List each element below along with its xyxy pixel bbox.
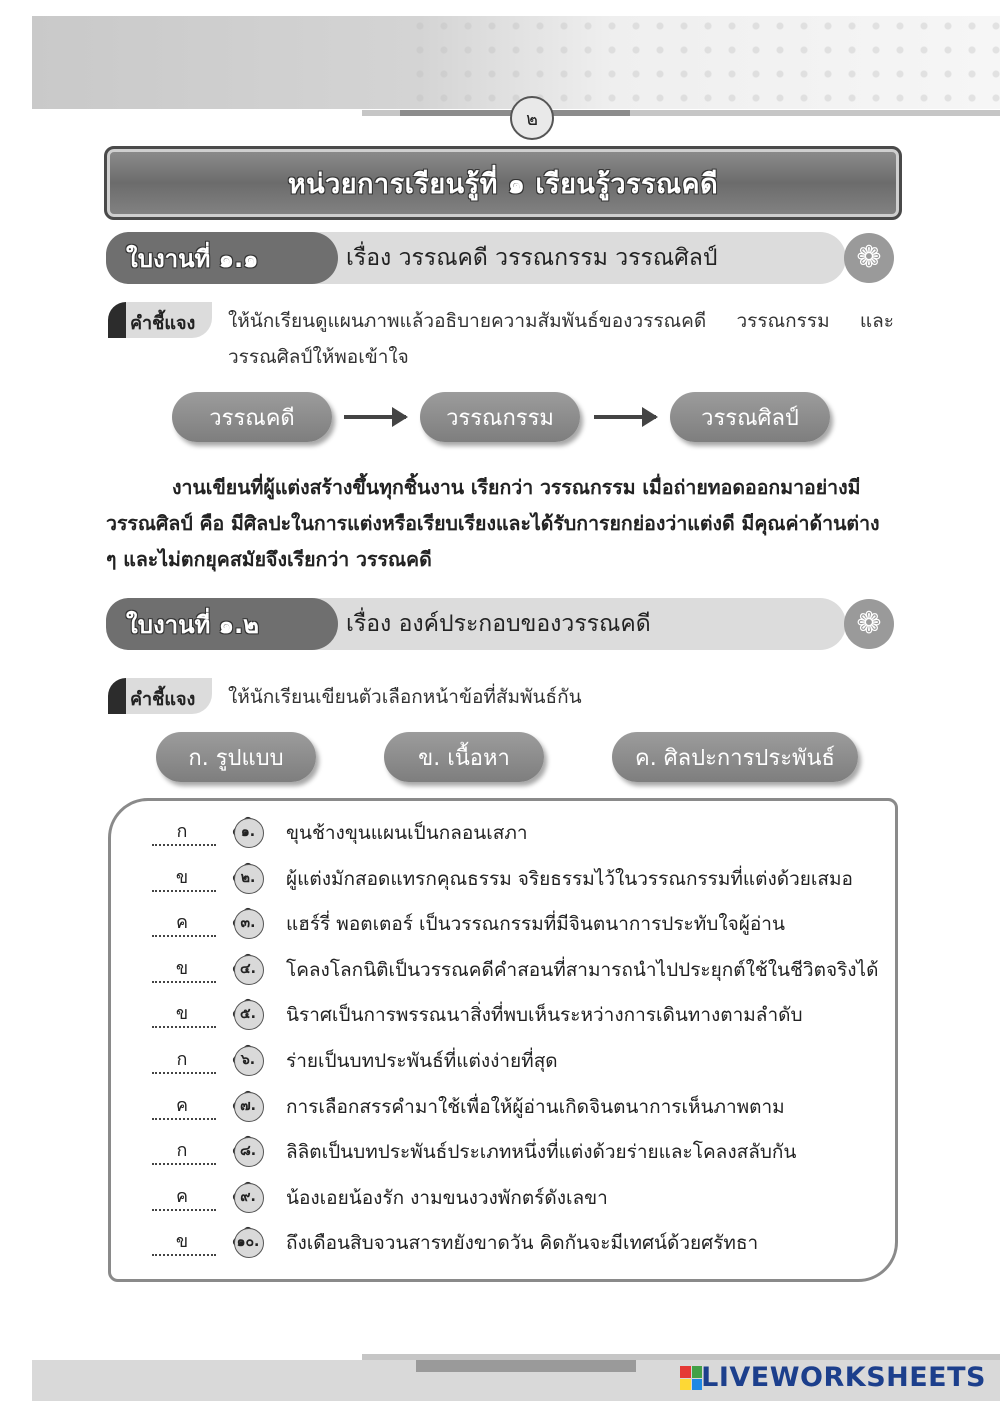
explanation-paragraph-text: งานเขียนที่ผู้แต่งสร้างขึ้นทุกชิ้นงาน เรียกว่า วรรณกรรม เมื่อถ่ายทอดออกมาอย่างมีวรรณศิลป์ คือ มีศิลปะในการแต่งหรือเรียบเรียงและได้รับการยกย่องว่าแต่งดี มีคุณค่าด้านต่าง ๆ และไม่ตกยุคสมัยจึงเรียกว่า วรรณคดี bbox=[106, 476, 880, 571]
answer-value: ค bbox=[175, 912, 189, 934]
header-pattern bbox=[410, 16, 1000, 109]
worksheet-1-banner bbox=[106, 232, 894, 284]
item-number-badge bbox=[228, 1042, 268, 1078]
flow-node-literature: วรรณกรรม bbox=[420, 392, 580, 442]
unit-title: หน่วยการเรียนรู้ที่ ๑ เรียนรู้วรรณคดี bbox=[287, 168, 719, 200]
instruction-tag-2-text: คำชี้แจง bbox=[130, 689, 196, 710]
matching-item bbox=[152, 1040, 892, 1080]
matching-item bbox=[152, 949, 892, 989]
explanation-paragraph bbox=[106, 470, 894, 578]
flow-arrow-1 bbox=[344, 415, 406, 419]
item-statement: แฮร์รี่ พอตเตอร์ เป็นวรรณกรรมที่มีจินตนาการประทับใจผู้อ่าน bbox=[286, 913, 785, 936]
answer-value: ค bbox=[175, 1094, 189, 1116]
item-number: ๖. bbox=[240, 1052, 256, 1068]
answer-value: ข bbox=[175, 1231, 189, 1253]
answer-value: ข bbox=[175, 957, 189, 979]
answer-value: ค bbox=[175, 1185, 189, 1207]
worksheet-2-banner bbox=[106, 598, 894, 650]
item-number: ๗. bbox=[240, 1097, 256, 1114]
thai-ornament-icon: ❁ bbox=[844, 599, 894, 649]
worksheet-2-label-bg bbox=[106, 598, 338, 650]
item-number-badge bbox=[228, 1224, 268, 1260]
instruction-tag-1 bbox=[108, 302, 212, 338]
item-number-badge bbox=[228, 905, 268, 941]
answer-value: ข bbox=[175, 866, 189, 888]
answer-value: ข bbox=[175, 1003, 189, 1025]
worksheet-2-subject: เรื่อง องค์ประกอบของวรรณคดี bbox=[346, 611, 651, 637]
answer-value: ก bbox=[176, 1140, 188, 1162]
item-statement: น้องเอยน้องรัก งามขนงวงพักตร์ดังเลขา bbox=[286, 1186, 608, 1209]
item-number: ๙. bbox=[240, 1188, 256, 1205]
footer-accent bbox=[416, 1360, 636, 1372]
item-number-badge bbox=[228, 996, 268, 1032]
worksheet-2-label: ใบงานที่ ๑.๒ bbox=[126, 610, 259, 639]
page-number bbox=[510, 96, 554, 140]
instruction-tag-1-text: คำชี้แจง bbox=[130, 313, 196, 334]
item-statement: ถึงเดือนสิบจวนสารทยังขาดวัน คิดกันจะมีเทศน์ด้วยศรัทธา bbox=[286, 1232, 759, 1255]
item-number-badge bbox=[228, 814, 268, 850]
liveworksheets-logo-icon bbox=[680, 1366, 702, 1390]
item-statement: ลิลิตเป็นบทประพันธ์ประเภทหนึ่งที่แต่งด้วยร่ายและโคลงสลับกัน bbox=[286, 1141, 797, 1164]
worksheet-1-label: ใบงานที่ ๑.๑ bbox=[126, 244, 259, 273]
item-number: ๑. bbox=[240, 824, 256, 840]
matching-item bbox=[152, 1086, 892, 1126]
answer-value: ก bbox=[176, 821, 188, 842]
item-statement: ผู้แต่งมักสอดแทรกคุณธรรม จริยธรรมไว้ในวรรณกรรมที่แต่งด้วยเสมอ bbox=[286, 867, 853, 890]
item-number-badge bbox=[228, 1179, 268, 1215]
matching-item bbox=[152, 1177, 892, 1217]
matching-item bbox=[152, 903, 892, 943]
instruction-2-line1: ให้นักเรียนเขียนตัวเลือกหน้าข้อที่สัมพันธ์กัน bbox=[228, 686, 582, 708]
item-statement: โคลงโลกนิติเป็นวรรณคดีคำสอนที่สามารถนำไปประยุกต์ใช้ในชีวิตจริงได้ bbox=[286, 958, 879, 981]
item-statement: นิราศเป็นการพรรณนาสิ่งที่พบเห็นระหว่างการเดินทางตามลำดับ bbox=[286, 1004, 803, 1027]
item-statement: ขุนช้างขุนแผนเป็นกลอนเสภา bbox=[286, 822, 528, 844]
instruction-1-line2: วรรณศิลป์ให้พอเข้าใจ bbox=[228, 346, 409, 368]
matching-item bbox=[152, 858, 892, 898]
item-number-badge bbox=[228, 951, 268, 987]
item-number: ๒. bbox=[240, 869, 256, 886]
matching-item bbox=[152, 1131, 892, 1171]
worksheet-1-subject: เรื่อง วรรณคดี วรรณกรรม วรรณศิลป์ bbox=[346, 245, 718, 271]
instruction-tag-2 bbox=[108, 678, 212, 714]
item-number: ๓. bbox=[240, 915, 256, 932]
instruction-1-line1: ให้นักเรียนดูแผนภาพแล้วอธิบายความสัมพันธ์ของวรรณคดี วรรณกรรม และ bbox=[228, 310, 894, 332]
instruction-tag-accent bbox=[108, 678, 126, 714]
matching-item bbox=[152, 1222, 892, 1262]
instruction-tag-accent bbox=[108, 302, 126, 338]
worksheet-1-label-bg bbox=[106, 232, 338, 284]
option-literary-technique: ค. ศิลปะการประพันธ์ bbox=[612, 732, 858, 782]
item-number: ๔. bbox=[240, 960, 256, 977]
unit-title-banner bbox=[104, 146, 902, 220]
flow-node-literary-art: วรรณศิลป์ bbox=[670, 392, 830, 442]
item-number-badge bbox=[228, 1133, 268, 1169]
matching-item bbox=[152, 994, 892, 1034]
item-statement: ร่ายเป็นบทประพันธ์ที่แต่งง่ายที่สุด bbox=[286, 1050, 558, 1072]
flow-arrow-2 bbox=[594, 415, 656, 419]
item-number: ๑๐. bbox=[236, 1234, 260, 1251]
thai-ornament-icon: ❁ bbox=[844, 233, 894, 283]
page-number-text: ๒ bbox=[526, 108, 538, 130]
option-content: ข. เนื้อหา bbox=[384, 732, 544, 782]
item-number-badge bbox=[228, 1088, 268, 1124]
answer-value: ก bbox=[176, 1049, 188, 1070]
brand-name: LIVEWORKSHEETS bbox=[701, 1362, 986, 1393]
option-form: ก. รูปแบบ bbox=[156, 732, 316, 782]
matching-item bbox=[152, 812, 892, 852]
item-number: ๘. bbox=[239, 1143, 257, 1160]
item-statement: การเลือกสรรคำมาใช้เพื่อให้ผู้อ่านเกิดจินตนาการเห็นภาพตาม bbox=[286, 1095, 785, 1118]
item-number: ๕. bbox=[240, 1006, 256, 1023]
item-number-badge bbox=[228, 860, 268, 896]
flow-node-literature-classic: วรรณคดี bbox=[172, 392, 332, 442]
